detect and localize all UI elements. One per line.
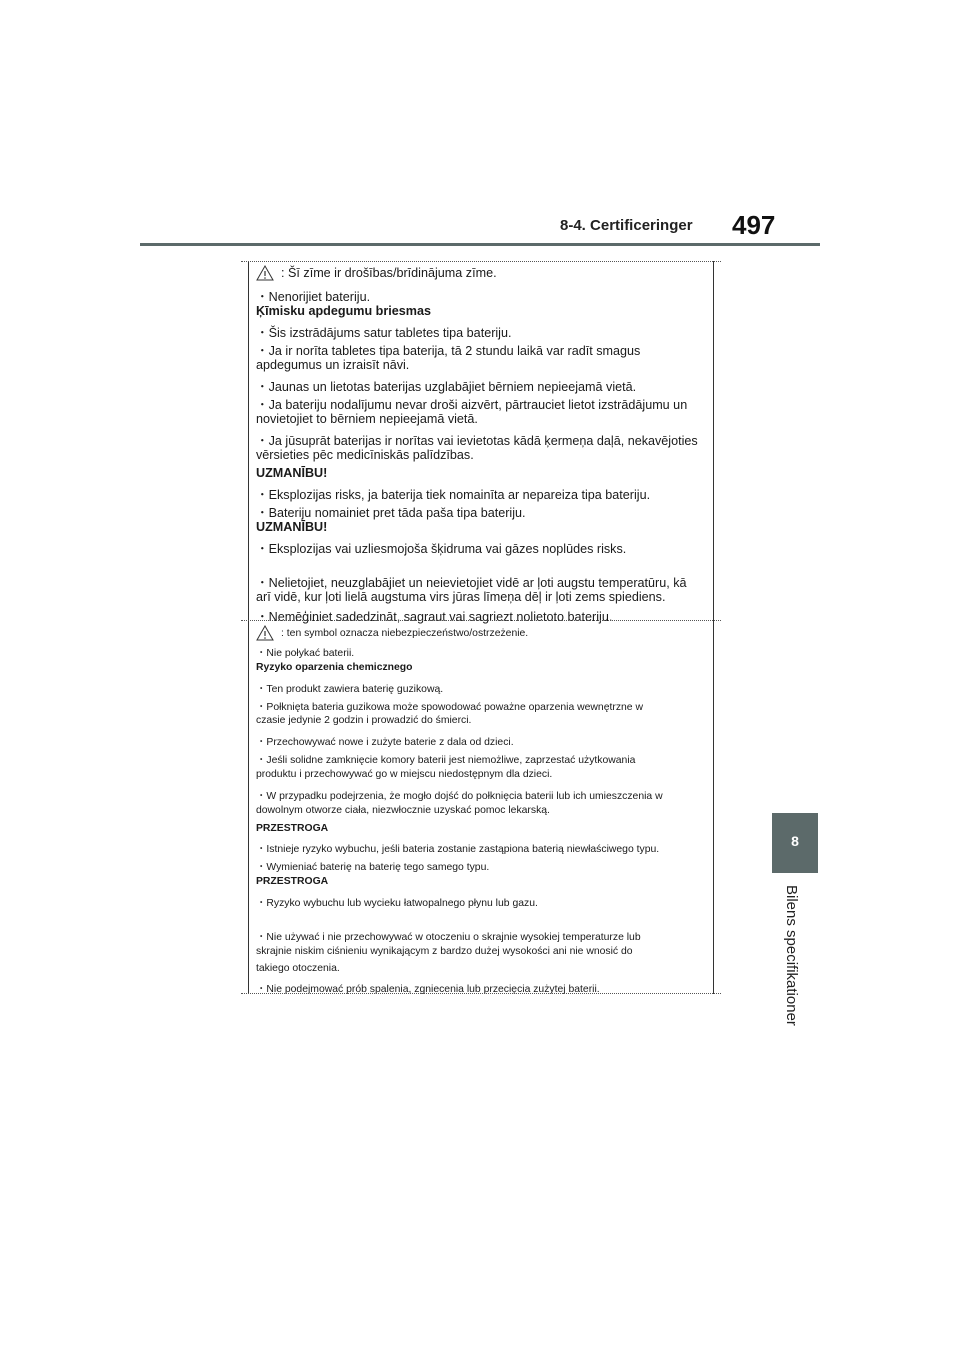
chapter-number: 8 bbox=[791, 833, 799, 849]
latvian-heading: UZMANĪBU! bbox=[256, 520, 328, 534]
polish-heading: PRZESTROGA bbox=[256, 876, 329, 887]
polish-line: takiego otoczenia. bbox=[256, 963, 340, 974]
polish-line: produktu i przechowywać go w miejscu niedostępnym dla dzieci. bbox=[256, 769, 553, 780]
page-number: 497 bbox=[732, 210, 776, 240]
polish-warning-heading bbox=[256, 625, 528, 641]
latvian-line: ・Nelietojiet, neuzglabājiet un neievietojiet vidē ar ļoti augstu temperatūru, kā bbox=[256, 576, 687, 590]
latvian-line: ・Bateriju nomainiet pret tāda paša tipa bateriju. bbox=[256, 506, 526, 520]
polish-line: ・Ryzyko wybuchu lub wycieku łatwopalnego płynu lub gazu. bbox=[256, 898, 538, 909]
polish-heading: Ryzyko oparzenia chemicznego bbox=[256, 662, 413, 673]
latvian-line: ・Ja jūsuprāt baterijas ir norītas vai ievietotas kādā ķermeņa daļā, nekavējoties bbox=[256, 434, 698, 448]
latvian-heading: UZMANĪBU! bbox=[256, 466, 328, 480]
latvian-line: ・Eksplozijas vai uzliesmojoša šķidruma vai gāzes noplūdes risks. bbox=[256, 542, 627, 556]
latvian-warning-text: : Šī zīme ir drošības/brīdinājuma zīme. bbox=[281, 266, 497, 280]
polish-line: ・Nie używać i nie przechowywać w otoczeniu o skrajnie wysokiej temperaturze lub bbox=[256, 932, 641, 943]
latvian-heading: Ķīmisku apdegumu briesmas bbox=[256, 304, 431, 318]
polish-line: ・Wymieniać baterię na baterię tego samego typu. bbox=[256, 862, 490, 873]
latvian-warning-box bbox=[248, 261, 714, 624]
polish-line: ・Nie podejmować prób spalenia, zgniecenia lub przecięcia zużytej baterii. bbox=[256, 984, 600, 995]
latvian-line: ・Nemēģiniet sadedzināt, sagraut vai sagriezt nolietoto bateriju. bbox=[256, 610, 613, 624]
latvian-line: ・Šis izstrādājums satur tabletes tipa bateriju. bbox=[256, 326, 512, 340]
latvian-line: vērsieties pēc medicīniskās palīdzības. bbox=[256, 448, 474, 462]
warning-triangle-icon bbox=[256, 625, 274, 641]
latvian-line: ・Ja ir norīta tabletes tipa baterija, tā 2 stundu laikā var radīt smagus bbox=[256, 344, 641, 358]
polish-line: ・Połknięta bateria guzikowa może spowodować poważne oparzenia wewnętrzne w bbox=[256, 702, 643, 713]
latvian-line: ・Nenorijiet bateriju. bbox=[256, 290, 371, 304]
latvian-line: apdegumus un izraisīt nāvi. bbox=[256, 358, 410, 372]
polish-heading: PRZESTROGA bbox=[256, 823, 329, 834]
polish-line: ・Istnieje ryzyko wybuchu, jeśli bateria zostanie zastąpiona baterią niewłaściwego typu. bbox=[256, 844, 660, 855]
polish-warning-text: : ten symbol oznacza niebezpieczeństwo/ostrzeżenie. bbox=[281, 627, 529, 639]
latvian-line: arī vidē, kur ļoti lielā augstuma virs jūras līmeņa dēļ ir ļoti zems spiediens. bbox=[256, 590, 666, 604]
latvian-warning-heading bbox=[256, 265, 497, 281]
polish-line: czasie jedynie 2 godzin i prowadzić do śmierci. bbox=[256, 715, 472, 726]
polish-line: ・W przypadku podejrzenia, że mogło dojść do połknięcia baterii lub ich umieszczenia w bbox=[256, 791, 663, 802]
chapter-tab bbox=[772, 813, 818, 873]
warning-triangle-icon bbox=[256, 265, 274, 281]
chapter-label: Bilens specifikationer bbox=[783, 885, 800, 1026]
polish-line: ・Ten produkt zawiera baterię guzikową. bbox=[256, 684, 444, 695]
section-title: 8-4. Certificeringer bbox=[560, 217, 693, 234]
latvian-line: ・Ja bateriju nodalījumu nevar droši aizvērt, pārtrauciet lietot izstrādājumu un bbox=[256, 398, 688, 412]
latvian-line: ・Eksplozijas risks, ja baterija tiek nomainīta ar nepareiza tipa bateriju. bbox=[256, 488, 651, 502]
polish-line: ・Przechowywać nowe i zużyte baterie z dala od dzieci. bbox=[256, 737, 514, 748]
polish-line: ・Jeśli solidne zamknięcie komory baterii jest niemożliwe, zaprzestać użytkowania bbox=[256, 755, 636, 766]
header-rule bbox=[140, 243, 820, 246]
latvian-line: novietojiet to bērniem nepieejamā vietā. bbox=[256, 412, 478, 426]
polish-line: dowolnym otworze ciała, niezwłocznie uzyskać pomoc lekarską. bbox=[256, 805, 550, 816]
latvian-line: ・Jaunas un lietotas baterijas uzglabājiet bērniem nepieejamā vietā. bbox=[256, 380, 637, 394]
polish-line: skrajnie niskim ciśnieniu wynikającym z bardzo dużej wysokości ani nie wnosić do bbox=[256, 946, 633, 957]
polish-line: ・Nie połykać baterii. bbox=[256, 648, 355, 659]
polish-warning-box bbox=[248, 621, 714, 994]
